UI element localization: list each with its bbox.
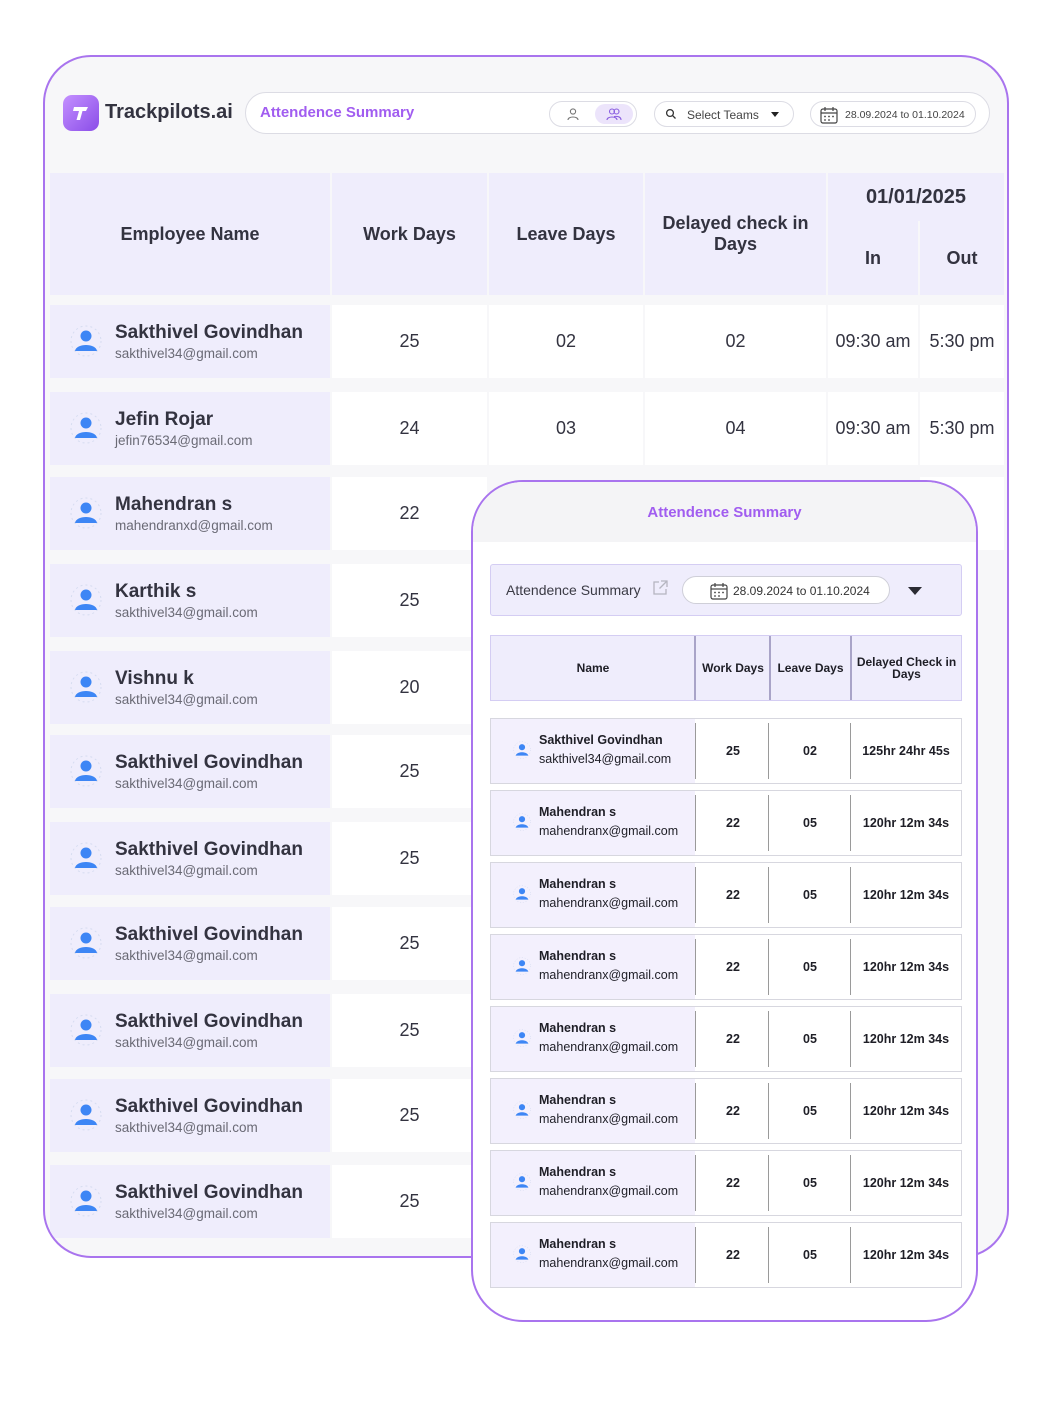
delayed-value: 120hr 12m 34s <box>862 1032 950 1046</box>
delayed-value: 120hr 12m 34s <box>862 1248 950 1262</box>
work-days-value: 22 <box>726 888 740 902</box>
leave-days-value: 03 <box>489 392 643 465</box>
employee-cell[interactable] <box>50 651 330 724</box>
mobile-date-range-label: 28.09.2024 to 01.10.2024 <box>733 584 870 598</box>
employee-name: Jefin Rojar <box>115 409 214 430</box>
employee-name: Mahendran s <box>115 494 233 515</box>
avatar-icon <box>513 1173 531 1191</box>
work-days-value: 22 <box>726 1248 740 1262</box>
employee-email: sakthivel34@gmail.com <box>539 752 672 766</box>
avatar-icon <box>70 1099 102 1131</box>
employee-name: Mahendran s <box>539 1093 617 1107</box>
calendar-icon <box>819 105 839 125</box>
work-days-value: 25 <box>332 735 487 808</box>
employee-cell[interactable] <box>50 392 330 465</box>
employee-email: sakthivel34@gmail.com <box>115 776 258 791</box>
employee-email: mahendranx@gmail.com <box>539 896 679 910</box>
date-range-label: 28.09.2024 to 01.10.2024 <box>845 109 965 121</box>
trackpilots-logo-icon <box>63 95 99 131</box>
employee-name: Mahendran s <box>539 949 617 963</box>
work-days-value: 22 <box>332 477 487 550</box>
avatar-icon <box>513 957 531 975</box>
employee-email: sakthivel34@gmail.com <box>115 346 258 361</box>
delayed-days-value: 02 <box>645 305 826 378</box>
header-out: Out <box>920 221 1004 295</box>
search-icon <box>665 108 677 120</box>
avatar-icon <box>70 325 102 357</box>
work-days-value: 22 <box>726 1176 740 1190</box>
avatar-icon <box>513 813 531 831</box>
leave-days-value: 05 <box>803 816 817 830</box>
employee-email: sakthivel34@gmail.com <box>115 948 258 963</box>
work-days-value: 25 <box>332 564 487 637</box>
mobile-header-name: Name <box>576 661 610 675</box>
mobile-table-row[interactable] <box>490 718 962 784</box>
work-days-value: 25 <box>332 994 487 1067</box>
header-work-days: Work Days <box>332 173 487 295</box>
work-days-value: 25 <box>332 907 487 980</box>
header-bar <box>245 92 990 134</box>
employee-cell[interactable] <box>50 735 330 808</box>
employee-name: Sakthivel Govindhan <box>115 752 303 773</box>
toolbar-label: Attendence Summary <box>506 582 641 598</box>
employee-email: mahendranxd@gmail.com <box>115 518 273 533</box>
mobile-table-row[interactable] <box>490 862 962 928</box>
avatar-icon <box>70 584 102 616</box>
external-link-icon[interactable] <box>651 579 669 597</box>
mobile-header <box>473 482 976 542</box>
leave-days-value: 05 <box>803 1032 817 1046</box>
select-teams-dropdown[interactable] <box>654 101 794 127</box>
header-date: 01/01/2025 <box>828 173 1004 221</box>
employee-name: Mahendran s <box>539 877 617 891</box>
employee-cell[interactable] <box>50 1079 330 1152</box>
employee-cell[interactable] <box>50 822 330 895</box>
check-in-time: 09:30 am <box>828 305 918 378</box>
avatar-icon <box>70 1185 102 1217</box>
work-days-value: 25 <box>332 305 487 378</box>
employee-name: Sakthivel Govindhan <box>115 322 303 343</box>
work-days-value: 25 <box>726 744 740 758</box>
employee-email: mahendranx@gmail.com <box>539 968 679 982</box>
calendar-icon <box>709 581 729 601</box>
leave-days-value: 05 <box>803 1104 817 1118</box>
employee-name: Karthik s <box>115 581 197 602</box>
work-days-value: 22 <box>726 816 740 830</box>
top-bar <box>45 57 1007 177</box>
employee-cell[interactable] <box>50 305 330 378</box>
employee-email: sakthivel34@gmail.com <box>115 863 258 878</box>
employee-email: sakthivel34@gmail.com <box>115 692 258 707</box>
delayed-value: 120hr 12m 34s <box>862 1104 950 1118</box>
leave-days-value: 05 <box>803 1176 817 1190</box>
employee-name: Sakthivel Govindhan <box>115 1182 303 1203</box>
mobile-attendance-card <box>471 480 978 1322</box>
avatar-icon <box>513 741 531 759</box>
mobile-header-leave-days: Leave Days <box>777 661 844 675</box>
check-in-time: 09:30 am <box>828 392 918 465</box>
mobile-table-row[interactable] <box>490 1078 962 1144</box>
employee-email: jefin76534@gmail.com <box>115 433 253 448</box>
delayed-value: 120hr 12m 34s <box>862 1176 950 1190</box>
header-delayed-checkin: Delayed check in Days <box>645 173 826 295</box>
work-days-value: 20 <box>332 651 487 724</box>
single-user-toggle[interactable] <box>554 104 592 124</box>
employee-email: sakthivel34@gmail.com <box>115 605 258 620</box>
work-days-value: 25 <box>332 1165 487 1238</box>
mobile-table-row[interactable] <box>490 1222 962 1288</box>
employee-email: sakthivel34@gmail.com <box>115 1035 258 1050</box>
delayed-value: 120hr 12m 34s <box>862 960 950 974</box>
avatar-icon <box>70 927 102 959</box>
employee-name: Sakthivel Govindhan <box>115 1096 303 1117</box>
select-teams-label: Select Teams <box>687 108 759 122</box>
work-days-value: 22 <box>726 960 740 974</box>
app-name: Trackpilots.ai <box>105 101 233 123</box>
employee-cell[interactable] <box>50 994 330 1067</box>
mobile-toolbar <box>490 564 962 616</box>
employee-name: Sakthivel Govindhan <box>115 924 303 945</box>
check-out-time: 5:30 pm <box>920 305 1004 378</box>
employee-email: mahendranx@gmail.com <box>539 1112 679 1126</box>
employee-email: mahendranx@gmail.com <box>539 824 679 838</box>
employee-cell[interactable] <box>50 564 330 637</box>
mobile-table-row[interactable] <box>490 934 962 1000</box>
mobile-title: Attendence Summary <box>647 504 802 521</box>
work-days-value: 22 <box>726 1104 740 1118</box>
work-days-value: 24 <box>332 392 487 465</box>
work-days-value: 25 <box>332 1079 487 1152</box>
caret-down-icon[interactable] <box>908 587 922 595</box>
avatar-icon <box>513 1029 531 1047</box>
avatar-icon <box>70 671 102 703</box>
employee-email: sakthivel34@gmail.com <box>115 1120 258 1135</box>
employee-cell[interactable] <box>50 477 330 550</box>
avatar-icon <box>70 497 102 529</box>
leave-days-value: 02 <box>489 305 643 378</box>
employee-cell[interactable] <box>50 907 330 980</box>
leave-days-value: 02 <box>803 744 817 758</box>
employee-name: Vishnu k <box>115 668 194 689</box>
header-leave-days: Leave Days <box>489 173 643 295</box>
check-out-time: 5:30 pm <box>920 392 1004 465</box>
avatar-icon <box>513 1245 531 1263</box>
view-toggle <box>549 101 637 127</box>
delayed-value: 120hr 12m 34s <box>862 888 950 902</box>
avatar-icon <box>513 1101 531 1119</box>
avatar-icon <box>513 885 531 903</box>
header-in: In <box>828 221 918 295</box>
page-title: Attendence Summary <box>260 104 415 121</box>
date-range-picker[interactable] <box>810 101 976 127</box>
avatar-icon <box>70 412 102 444</box>
table-row <box>45 392 1007 465</box>
employee-name: Mahendran s <box>539 1237 617 1251</box>
mobile-table-row[interactable] <box>490 1150 962 1216</box>
avatar-icon <box>70 1014 102 1046</box>
employee-name: Mahendran s <box>539 1021 617 1035</box>
employee-email: mahendranx@gmail.com <box>539 1184 679 1198</box>
work-days-value: 22 <box>726 1032 740 1046</box>
avatar-icon <box>70 842 102 874</box>
header-employee-name: Employee Name <box>50 173 330 295</box>
delayed-days-value: 04 <box>645 392 826 465</box>
avatar-icon <box>70 755 102 787</box>
mobile-table-header <box>490 635 962 701</box>
table-row <box>45 305 1007 378</box>
mobile-date-range-picker[interactable] <box>682 576 890 604</box>
delayed-value: 120hr 12m 34s <box>862 816 950 830</box>
employee-name: Mahendran s <box>539 805 617 819</box>
employee-name: Sakthivel Govindhan <box>539 733 663 747</box>
delayed-value: 125hr 24hr 45s <box>862 744 950 758</box>
employee-name: Sakthivel Govindhan <box>115 1011 303 1032</box>
mobile-table-row[interactable] <box>490 790 962 856</box>
caret-down-icon <box>771 112 779 117</box>
employee-email: mahendranx@gmail.com <box>539 1040 679 1054</box>
employee-name: Mahendran s <box>539 1165 617 1179</box>
user-icon <box>566 107 580 121</box>
mobile-header-delayed: Delayed Check in Days <box>856 655 957 681</box>
users-icon <box>605 107 623 121</box>
work-days-value: 25 <box>332 822 487 895</box>
leave-days-value: 05 <box>803 1248 817 1262</box>
employee-email: sakthivel34@gmail.com <box>115 1206 258 1221</box>
mobile-table-row[interactable] <box>490 1006 962 1072</box>
employee-email: mahendranx@gmail.com <box>539 1256 679 1270</box>
employee-cell[interactable] <box>50 1165 330 1238</box>
leave-days-value: 05 <box>803 888 817 902</box>
team-toggle[interactable] <box>595 104 633 124</box>
mobile-header-work-days: Work Days <box>702 661 764 675</box>
leave-days-value: 05 <box>803 960 817 974</box>
employee-name: Sakthivel Govindhan <box>115 839 303 860</box>
